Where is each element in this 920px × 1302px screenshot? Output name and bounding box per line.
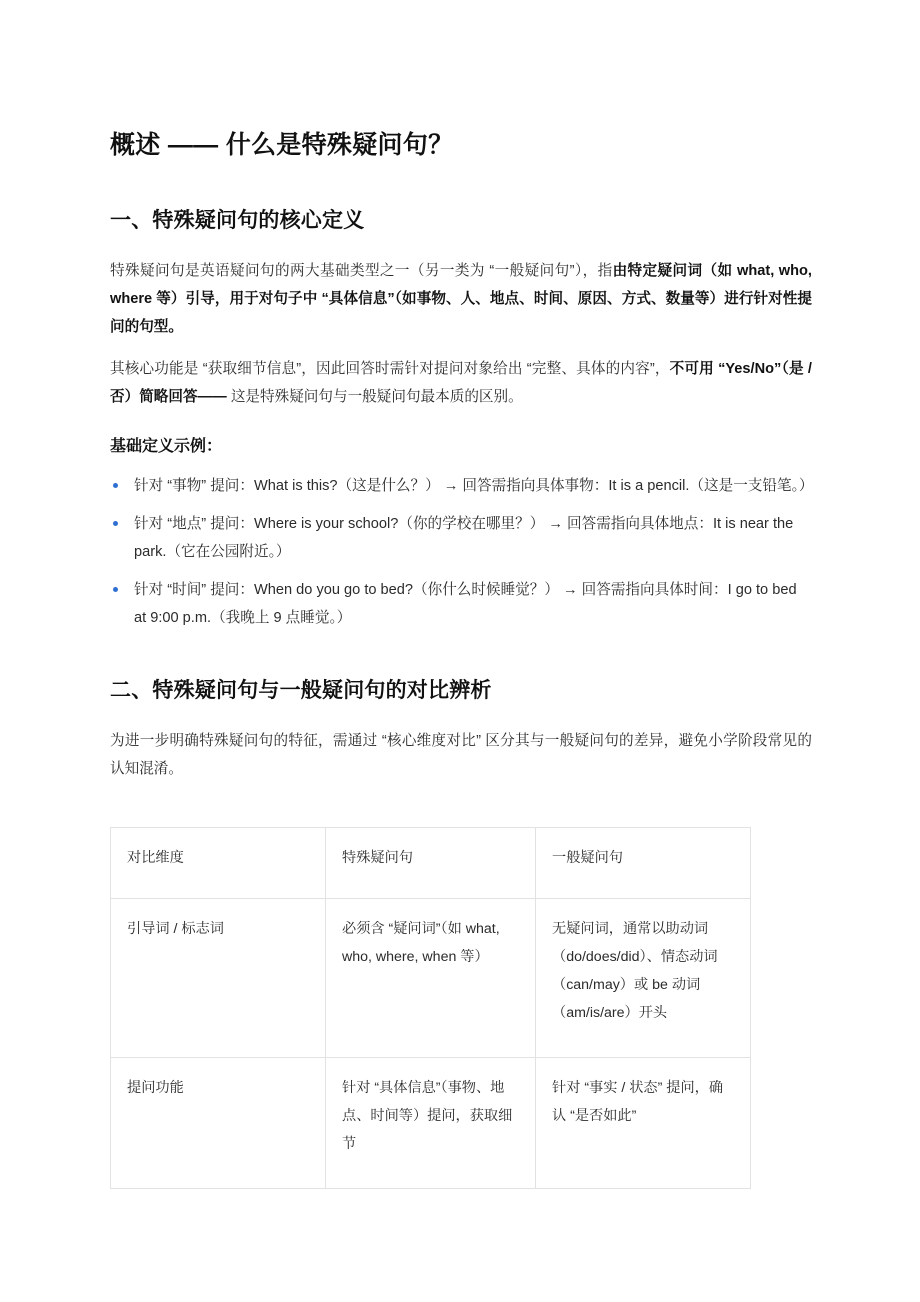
section-one-paragraph-2	[110, 355, 812, 411]
section-heading-two: 二、特殊疑问句与一般疑问句的对比辨析	[110, 679, 492, 702]
list-item	[110, 472, 812, 500]
comparison-table	[110, 827, 751, 1189]
table-header-cell: 特殊疑问句	[326, 828, 536, 899]
table-row	[111, 1058, 751, 1189]
list-item-text: 针对 “事物” 提问：What is this?（这是什么？） → 回答需指向具体事物：It is a pencil.（这是一支铅笔。）	[134, 478, 814, 494]
table-row	[111, 899, 751, 1058]
bullet-dot-icon	[113, 521, 118, 526]
section-heading-one: 一、特殊疑问句的核心定义	[110, 209, 365, 232]
table-header-row	[111, 828, 751, 899]
comparison-table-wrapper	[110, 827, 812, 1189]
bullet-dot-icon	[113, 483, 118, 488]
table-cell: 针对 “事实 / 状态” 提问，确认 “是否如此”	[536, 1058, 751, 1189]
list-item-text: 针对 “时间” 提问：When do you go to bed?（你什么时候睡觉？） → 回答需指向具体时间：I go to bed at 9:00 p.m.（我晚上 9 点睡觉。）	[134, 582, 797, 626]
bullet-dot-icon	[113, 587, 118, 592]
section-two-paragraph-1: 为进一步明确特殊疑问句的特征，需通过 “核心维度对比” 区分其与一般疑问句的差异，避免小学阶段常见的认知混淆。	[110, 733, 812, 777]
paragraph-1-emphasis: 由特定疑问词（如 what, who, where 等）引导，用于对句子中 “具体信息”（如事物、人、地点、时间、原因、方式、数量等）进行针对性提问的句型。	[110, 263, 812, 335]
section-one-paragraph-1	[110, 257, 812, 341]
examples-subheading: 基础定义示例：	[110, 438, 223, 455]
table-cell: 针对 “具体信息”（事物、地点、时间等）提问，获取细节	[326, 1058, 536, 1189]
paragraph-2-emphasis: 不可用 “Yes/No”（是 / 否）简略回答——	[110, 361, 812, 405]
paragraph-2-tail: 这是特殊疑问句与一般疑问句最本质的区别。	[226, 389, 523, 405]
document-content	[110, 128, 812, 1189]
page-title: 概述 —— 什么是特殊疑问句？	[110, 131, 454, 159]
table-cell: 必须含 “疑问词”（如 what, who, where, when 等）	[326, 899, 536, 1058]
paragraph-2-lead: 其核心功能是 “获取细节信息”，因此回答时需针对提问对象给出 “完整、具体的内容”，	[110, 361, 670, 377]
list-item	[110, 510, 812, 566]
examples-list	[110, 472, 812, 632]
list-item	[110, 576, 812, 632]
paragraph-1-lead: 特殊疑问句是英语疑问句的两大基础类型之一（另一类为 “一般疑问句”），指	[110, 263, 613, 279]
table-header-cell: 一般疑问句	[536, 828, 751, 899]
list-item-text: 针对 “地点” 提问：Where is your school?（你的学校在哪里？） → 回答需指向具体地点：It is near the park.（它在公园附近。）	[134, 516, 794, 560]
table-cell: 提问功能	[111, 1058, 326, 1189]
table-cell: 引导词 / 标志词	[111, 899, 326, 1058]
table-cell: 无疑问词，通常以助动词（do/does/did）、情态动词（can/may）或 be 动词（am/is/are）开头	[536, 899, 751, 1058]
table-header-cell: 对比维度	[111, 828, 326, 899]
